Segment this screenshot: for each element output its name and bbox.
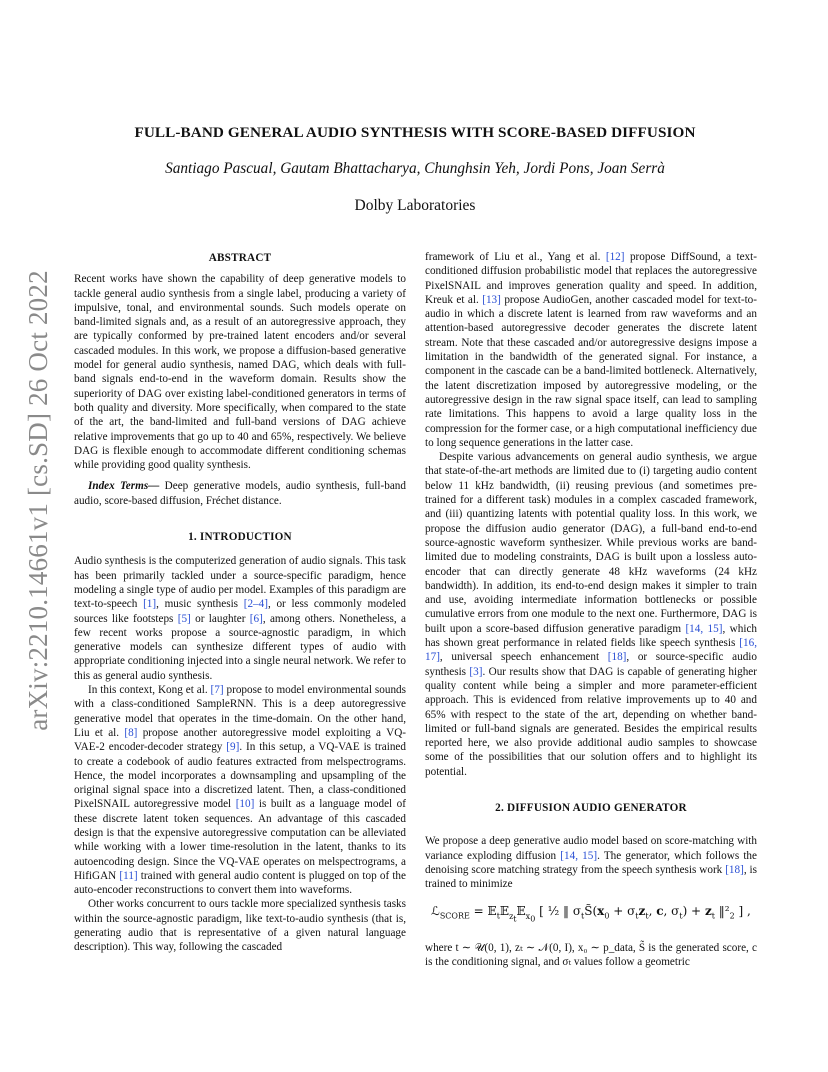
citation-link[interactable]: [6] xyxy=(249,612,263,625)
text-span: trained with general audio content is plugged on top of the auto-encoder reconstructions to convert them into waveforms. xyxy=(74,869,406,897)
intro-heading: 1. INTRODUCTION xyxy=(188,531,292,544)
left-column xyxy=(74,251,406,955)
score-loss-equation: ℒ$_{SCORE}$ = 𝔼$_t$𝔼$_{z_t}$𝔼$_{x_0}$ [ ½ ‖ $\sigma_tS̃(x_0 + \sigma_tz_t$, c, $\sigma_t) + z_t$ $‖^2_2$ ] , xyxy=(431,904,751,924)
right-paragraph-3 xyxy=(425,834,757,891)
citation-link[interactable]: [10] xyxy=(235,798,255,811)
citation-link[interactable]: [9] xyxy=(226,741,240,754)
text-span: propose another autoregressive model exploiting a VQ-VAE-2 encoder-decoder strategy xyxy=(74,726,406,754)
abstract-heading: ABSTRACT xyxy=(208,252,272,264)
right-paragraph-2 xyxy=(425,450,757,779)
text-span: Despite various advancements on general audio synthesis, we argue that state-of-the-art methods are limited due to (i) targeting audio content below 11 kHz bandwidth, (ii) reusing previous (and sometimes pre-trained for a different task) modules in a complex cascaded framework, and (iii) quantizing latents with potential quality loss. In this work, we propose the diffusion audio generator (DAG), a full-band end-to-end source-agnostic waveform synthesizer. While previous works are band-limited due to modeling constraints, DAG is built upon a lossless auto-encoder that can directly generate 48 kHz waveforms (24 kHz bandwidth). In addition, its end-to-end design makes it simpler to train and use, avoiding intermediate information bottlenecks or possible cumulative errors from one module to the next one. Furthermore, DAG is built upon a score-based diffusion generative paradigm xyxy=(425,451,757,635)
section-2-heading: 2. DIFFUSION AUDIO GENERATOR xyxy=(495,801,687,814)
index-terms-label: Index Terms— xyxy=(88,480,160,493)
text-span: , or less commonly modeled sources like footsteps xyxy=(74,598,406,625)
citation-link[interactable]: [7] xyxy=(210,684,224,697)
text-span: , or source-specific audio synthesis xyxy=(425,651,757,678)
citation-link[interactable]: [3] xyxy=(469,665,483,678)
citation-link[interactable]: [12] xyxy=(605,251,625,263)
citation-link[interactable]: [14, 15] xyxy=(560,849,598,862)
text-span: In this context, Kong et al. xyxy=(88,684,211,697)
citation-link[interactable]: [2–4] xyxy=(243,598,268,611)
text-span: propose to model environmental sounds with a class-conditioned SampleRNN. This is a deep autoregressive generative model that operates in the time-domain. On the other hand, Liu et al. xyxy=(74,684,406,739)
index-terms-text: Deep generative models, audio synthesis, full-band audio, score-based diffusion, Fréchet distance. xyxy=(74,480,406,507)
author-list: Santiago Pascual, Gautam Bhattacharya, Chunghsin Yeh, Jordi Pons, Joan Serrà xyxy=(165,160,665,177)
text-span: . In this setup, a VQ-VAE is trained to create a codebook of audio features extracted from melspectrograms. Hence, the model incorporates a downsampling and upsampling of the original signal space into a discretized latent. Then, a class-conditioned PixelSNAIL autoregressive model xyxy=(74,741,406,811)
text-span: , is trained to minimize xyxy=(425,863,757,891)
text-span: . The generator, which follows the denoising score matching strategy from the speech synthesis work xyxy=(425,849,757,876)
text-span: or laughter xyxy=(190,612,250,625)
citation-link[interactable]: [11] xyxy=(119,869,138,882)
affiliation: Dolby Laboratories xyxy=(354,197,476,214)
right-column xyxy=(425,250,757,969)
citation-link[interactable]: [1] xyxy=(143,598,157,611)
text-span: Audio synthesis is the computerized generation of audio signals. This task has been primarily tackled under a source-specific paradigm, hence modeling a single type of audio per model. Examples of this paradigm are text-to-speech xyxy=(74,555,406,611)
text-span: We propose a deep generative audio model based on score-matching with variance exploding diffusion xyxy=(425,835,757,862)
intro-paragraph-2 xyxy=(74,683,406,897)
paper-title: FULL-BAND GENERAL AUDIO SYNTHESIS WITH SCORE-BASED DIFFUSION xyxy=(134,124,696,141)
text-span: . Our results show that DAG is capable of generating higher quality content while being a simpler and more parameter-efficient approach. This is evidenced from relative improvements up to 40 and 65% with respect to the state of the art, depending on whether band-limited or full-band signals are generated. Besides the empirical results reported here, we also provide additional audio samples to showcase some of the possibilities that our solution offers and to highlight its potential. xyxy=(425,665,757,778)
citation-link[interactable]: [18] xyxy=(725,863,744,876)
citation-link[interactable]: [18] xyxy=(607,651,627,664)
text-span: , universal speech enhancement xyxy=(439,651,608,664)
citation-link[interactable]: [8] xyxy=(124,726,138,739)
text-span: , music synthesis xyxy=(156,598,244,611)
arxiv-stamp-text: arXiv:2210.14661v1 [cs.SD] 26 Oct 2022 xyxy=(22,269,53,731)
intro-paragraph-3: Other works concurrent to ours tackle more specialized synthesis tasks within the source-agnostic paradigm, like text-to-audio synthesis (that is, generating audio that is representative of a given natural language description). This way, following the cascaded xyxy=(74,898,406,954)
text-span: , which has shown great performance in related fields like speech synthesis xyxy=(425,622,758,650)
intro-paragraph-1 xyxy=(74,554,406,683)
abstract-text: Recent works have shown the capability of deep generative models to tackle general audio synthesis from a single label, producing a variety of impulsive, tonal, and environmental sounds. Such models operate on band-limited signals and, as a result of an autoregressive approach, they are typically conformed by pre-trained latent encoders and/or several cascaded modules. In this work, we propose a diffusion-based generative model for general audio synthesis, named DAG, which deals with full-band signals end-to-end in the waveform domain. Results show the superiority of DAG over existing label-conditioned generators in terms of both quality and diversity. More specifically, when compared to the state of the art, the band-limited and full-band versions of DAG achieve relative improvements that go up to 40 and 65%, respectively. We believe DAG is flexible enough to accommodate different conditioning schemas while providing good quality synthesis. xyxy=(74,273,406,472)
right-paragraph-1 xyxy=(425,250,757,450)
citation-link[interactable]: [13] xyxy=(482,293,501,306)
citation-link[interactable]: [5] xyxy=(177,612,191,625)
text-span: is built as a language model of these discrete latent token sequences. An advantage of this cascaded design is that the expensive autoregressive computation can be alleviated while working with a lower time-resolution in the latent, thanks to its autoencoding design. Since the VQ-VAE operates on melspectrograms, a HifiGAN xyxy=(74,798,406,882)
text-span: framework of Liu et al., Yang et al. xyxy=(425,251,606,263)
citation-link[interactable]: [14, 15] xyxy=(685,622,723,635)
text-span: , among others. Nonetheless, a few recent works propose a source-agnostic paradigm, in which generative models can synthesize different types of audio with appropriate conditioning injected into a single neural network. We refer to this as general audio synthesis. xyxy=(74,612,406,682)
right-paragraph-4: where t ∼ 𝒰(0, 1), zₜ ∼ 𝒩(0, I), x₀ ∼ p_data, S̃ is the generated score, c is the conditioning signal, and σₜ values follow a geometric xyxy=(425,941,757,969)
text-span: propose AudioGen, another cascaded model for text-to-audio in which a discrete latent is learned from raw waveforms and an attention-based autoregressive decoder generates the discrete latent stream. Note that these cascaded and/or autoregressive designs impose a limitation in the bandwidth of the generated signal. For instance, a component in the cascade can be a band-limited bottleneck. Alternatively, the latent discretization imposed by autoregressive modeling, or the autoregressive design in the raw signal space itself, can lead to sampling rate limitations. This happens to avoid a large quality loss in the compression for the former case, or a high computational inefficiency due to long sequence generations in the latter case. xyxy=(425,293,758,449)
index-terms xyxy=(74,479,406,508)
arxiv-stamp xyxy=(18,269,58,731)
citation-link[interactable]: [16, 17] xyxy=(425,637,757,664)
text-span: propose DiffSound, a text-conditioned diffusion probabilistic model that replaces the autoregressive PixelSNAIL and improves generation quality and speed. In addition, Kreuk et al. xyxy=(425,251,757,306)
